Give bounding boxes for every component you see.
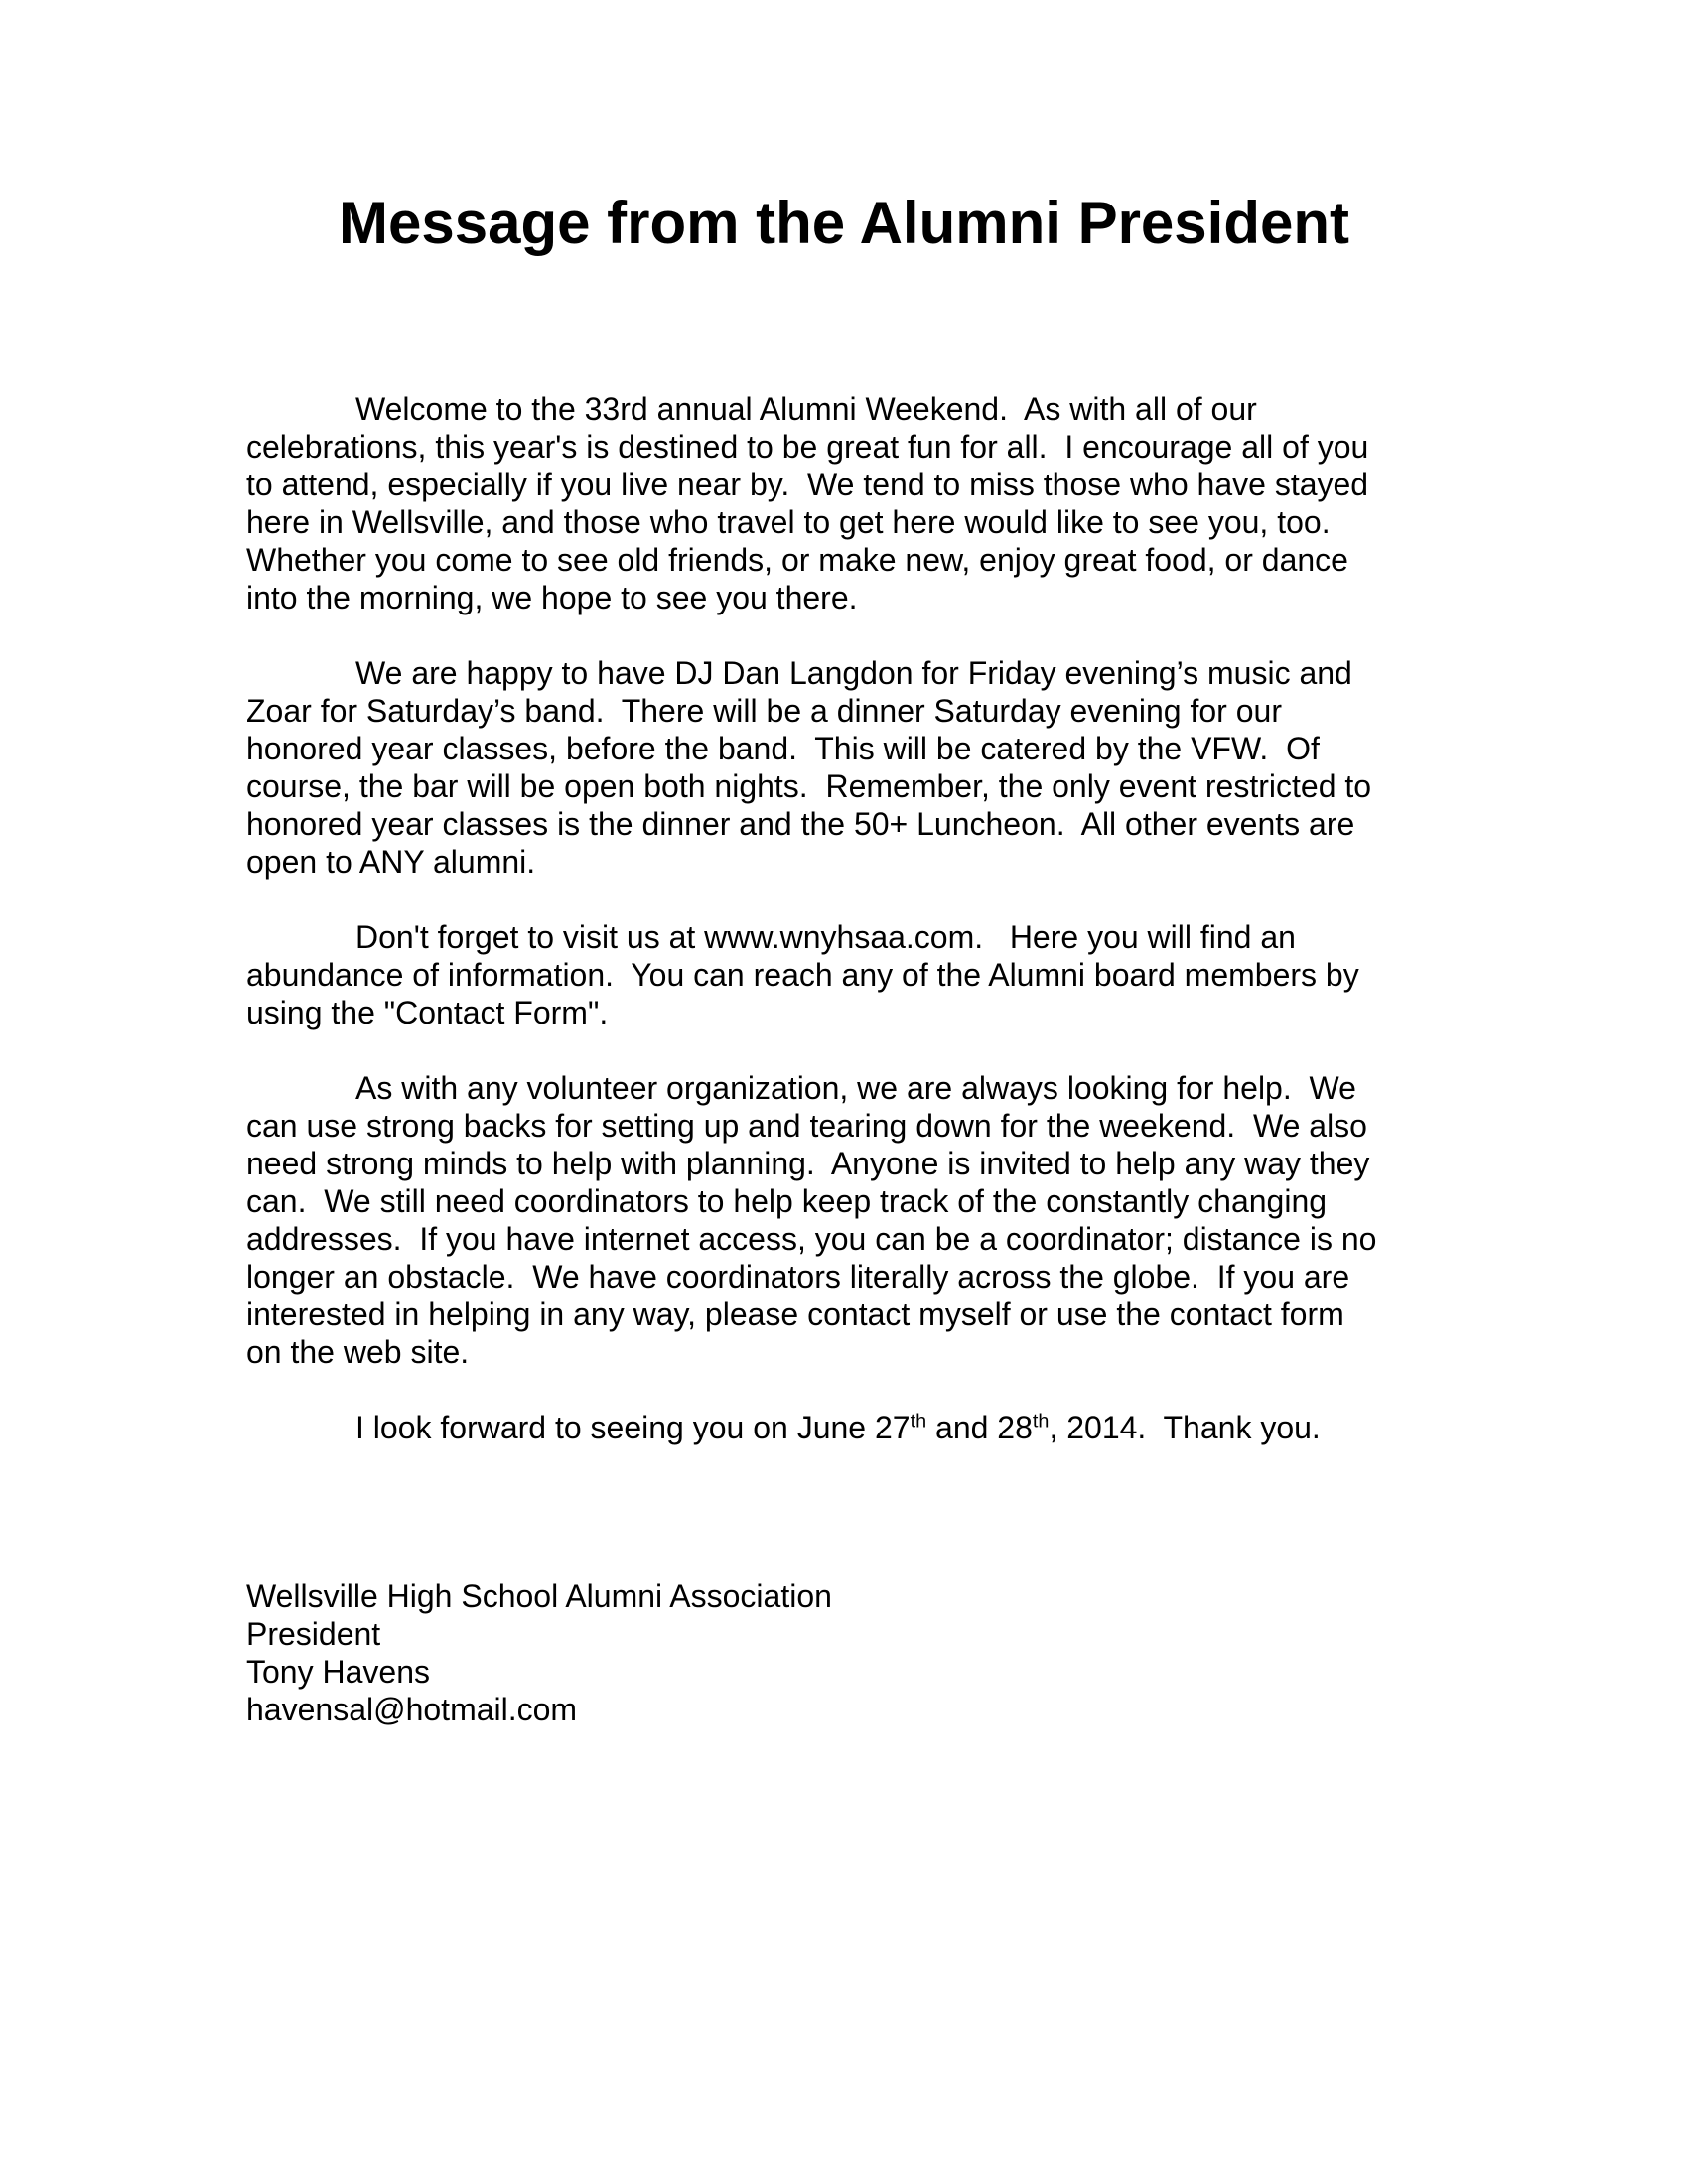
text-line: Don't forget to visit us at www.wnyhsaa.com. Here you will find an	[355, 919, 1296, 955]
text-line: President	[246, 1616, 381, 1652]
text-line: addresses. If you have internet access, you can be a coordinator; distance is no	[246, 1221, 1377, 1257]
text-line: to attend, especially if you live near by. We tend to miss those who have stayed	[246, 467, 1369, 502]
text-line: on the web site.	[246, 1334, 470, 1370]
closing-text-start: I look forward to seeing you on June 27	[355, 1410, 911, 1445]
text-line: honored year classes is the dinner and the 50+ Luncheon. All other events are	[246, 806, 1355, 842]
text-line: havensal@hotmail.com	[246, 1692, 578, 1727]
text-line: honored year classes, before the band. This will be catered by the VFW. Of	[246, 731, 1320, 766]
text-line: Tony Havens	[246, 1654, 430, 1690]
text-line: here in Wellsville, and those who travel to get here would like to see you, too.	[246, 504, 1331, 540]
paragraph-volunteers	[246, 1069, 1477, 1371]
document-body	[246, 390, 1477, 1728]
closing-line	[246, 1409, 1477, 1446]
page-title: Message from the Alumni President	[338, 190, 1349, 256]
text-line: celebrations, this year's is destined to be great fun for all. I encourage all of you	[246, 429, 1369, 465]
text-line: Zoar for Saturday’s band. There will be a dinner Saturday evening for our	[246, 693, 1282, 729]
text-line: We are happy to have DJ Dan Langdon for Friday evening’s music and	[355, 655, 1352, 691]
text-line: can use strong backs for setting up and tearing down for the weekend. We also	[246, 1108, 1367, 1144]
text-line: abundance of information. You can reach any of the Alumni board members by	[246, 957, 1359, 993]
text-line: Wellsville High School Alumni Association	[246, 1578, 832, 1614]
superscript-th-27: th	[910, 1410, 927, 1433]
text-line: longer an obstacle. We have coordinators literally across the globe. If you are	[246, 1259, 1350, 1295]
text-line: interested in helping in any way, please contact myself or use the contact form	[246, 1297, 1344, 1332]
paragraph-entertainment	[246, 654, 1477, 881]
text-line: Whether you come to see old friends, or make new, enjoy great food, or dance	[246, 542, 1348, 578]
paragraph-website	[246, 918, 1477, 1031]
text-line: need strong minds to help with planning. Anyone is invited to help any way they	[246, 1146, 1370, 1181]
text-line: open to ANY alumni.	[246, 844, 536, 880]
paragraph-welcome	[246, 390, 1477, 616]
superscript-th-28: th	[1032, 1410, 1050, 1433]
text-line: Welcome to the 33rd annual Alumni Weekend. As with all of our	[355, 391, 1257, 427]
text-line: course, the bar will be open both nights. Remember, the only event restricted to	[246, 768, 1372, 804]
text-line: can. We still need coordinators to help keep track of the constantly changing	[246, 1183, 1328, 1219]
text-line: As with any volunteer organization, we are always looking for help. We	[355, 1070, 1356, 1106]
signature-block	[246, 1577, 1477, 1728]
closing-text-middle: and 28	[926, 1410, 1033, 1445]
text-line: using the "Contact Form".	[246, 995, 609, 1030]
text-line: into the morning, we hope to see you there.	[246, 580, 858, 615]
closing-text-end: , 2014. Thank you.	[1049, 1410, 1321, 1445]
